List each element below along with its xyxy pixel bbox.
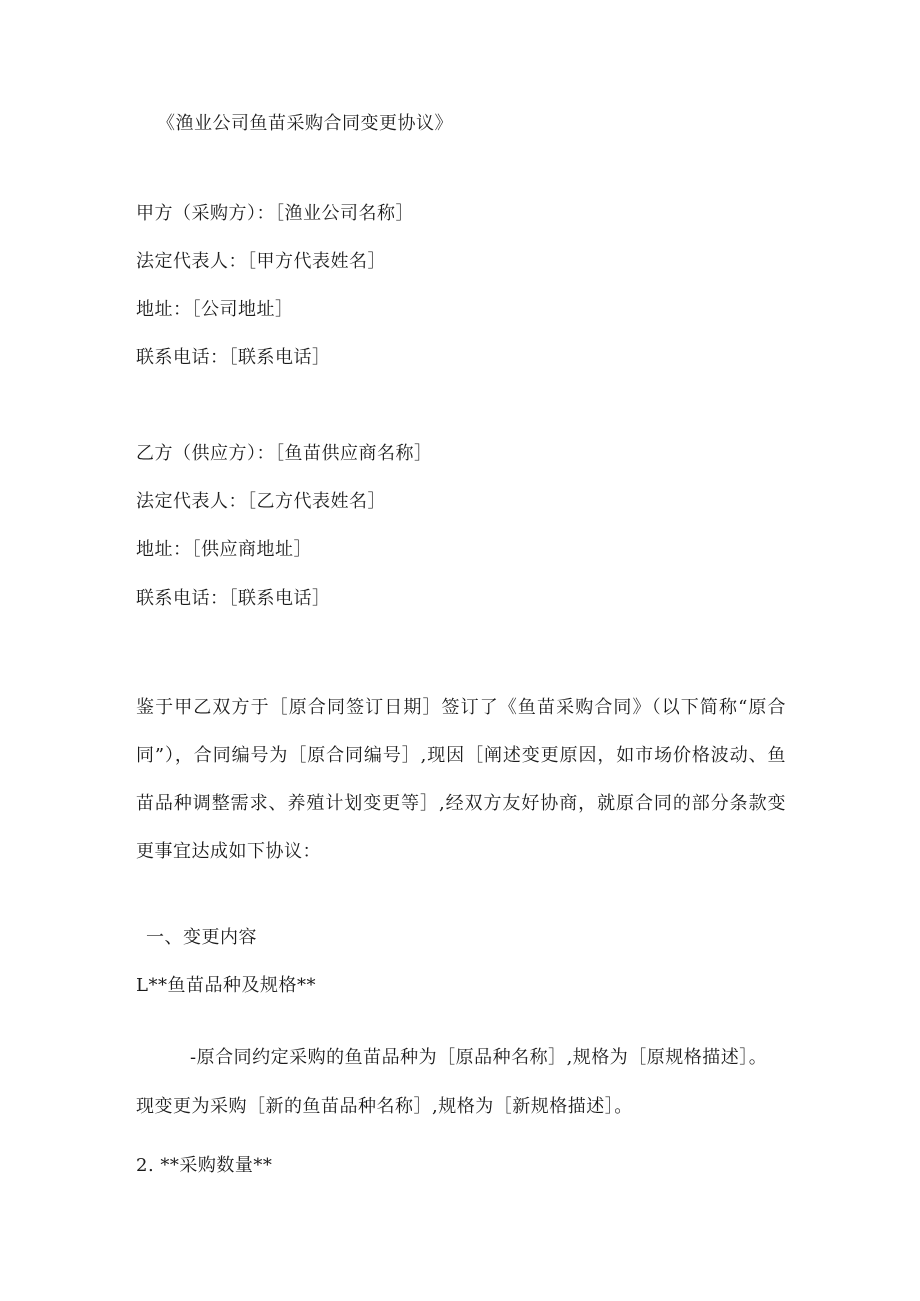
item1-line2: 现变更为采购［新的鱼苗品种名称］,规格为［新规格描述］。 <box>136 1096 633 1117</box>
party-a-phone: 联系电话：［联系电话］ <box>136 347 331 368</box>
party-b-representative: 法定代表人：［乙方代表姓名］ <box>136 491 386 512</box>
party-b-address: 地址：［供应商地址］ <box>136 539 312 560</box>
party-a-heading: 甲方（采购方）：［渔业公司名称］ <box>136 203 414 224</box>
party-a-address: 地址：［公司地址］ <box>136 299 294 320</box>
item1-line1: -原合同约定采购的鱼苗品种为［原品种名称］,规格为［原规格描述］。 <box>190 1047 768 1068</box>
item2-title: 2. **采购数量** <box>136 1155 273 1176</box>
item1-title: L**鱼苗品种及规格** <box>136 975 316 996</box>
document-title: 《渔业公司鱼苗采购合同变更协议》 <box>157 113 453 134</box>
party-b-phone: 联系电话：［联系电话］ <box>136 588 331 609</box>
section-heading-changes: 一、变更内容 <box>146 927 257 948</box>
party-b-heading: 乙方（供应方）：［鱼苗供应商名称］ <box>136 443 433 464</box>
party-a-representative: 法定代表人：［甲方代表姓名］ <box>136 251 386 272</box>
preamble-paragraph: 鉴于甲乙双方于［原合同签订日期］签订了《鱼苗采购合同》（以下简称“原合同”），合同编号为［原合同编号］,现因［阐述变更原因，如市场价格波动、鱼苗品种调整需求、养殖计划变更等］,经双方友好协商，就原合同的部分条款变更事宜达成如下协议： <box>136 697 786 862</box>
